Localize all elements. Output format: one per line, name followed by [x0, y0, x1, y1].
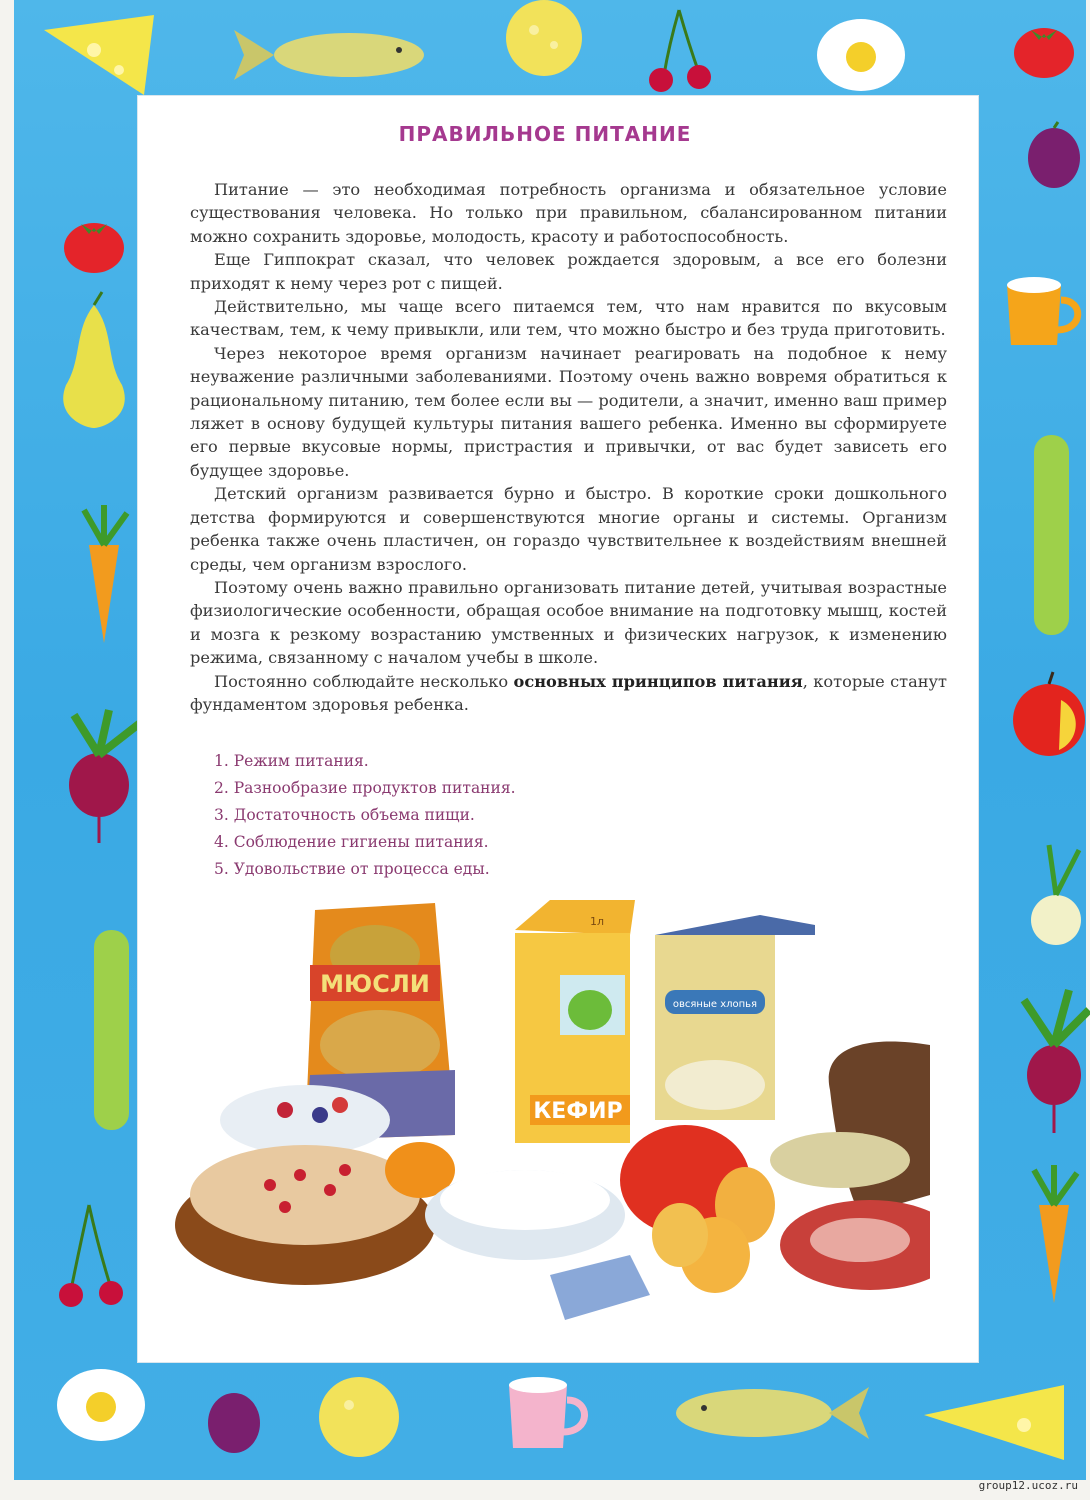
list-item: 1. Режим питания.: [214, 752, 369, 770]
fried-egg-icon: [54, 1365, 149, 1445]
rye-bread-icon: [829, 1041, 930, 1215]
cherry-icon: [49, 1200, 129, 1310]
principles-list: [214, 748, 516, 883]
healthy-food-illustration: [170, 895, 930, 1345]
plum-icon: [204, 1385, 264, 1455]
onion-icon: [1024, 840, 1090, 950]
muesli-label: МЮСЛИ: [320, 970, 430, 998]
tomato-icon: [1009, 20, 1079, 80]
apple-icon: [1009, 670, 1089, 760]
cereal-bowl-icon: [220, 1085, 390, 1155]
carton-volume: 1л: [590, 915, 605, 928]
paragraph-principles-intro: [190, 670, 947, 717]
beet-icon: [1009, 985, 1090, 1135]
cherry-icon: [639, 5, 719, 95]
carrot-icon: [1019, 1165, 1089, 1305]
cheese-round-icon: [314, 1375, 404, 1460]
paragraph: Еще Гиппократ сказал, что человек рождается здоровым, а все его болезни приходят к нему через рот с пищей.: [190, 250, 947, 293]
principles-emphasis: основных принципов питания: [513, 671, 803, 691]
cottage-cheese-bowl-icon: [425, 1170, 625, 1260]
paragraph: Детский организм развивается бурно и быстро. В короткие сроки дошкольного детства формируются и совершенствуются многие органы и системы. Организм ребенка также очень пластичен, он гораздо чувствительнее к воздействиям внешней среды, чем организм взрослого.: [190, 484, 947, 574]
milk-cup-icon: [499, 1370, 599, 1455]
cucumber-icon: [1029, 430, 1074, 640]
grain-bowl-icon: [770, 1132, 910, 1188]
fried-egg-icon: [814, 15, 909, 95]
cheese-icon: [914, 1375, 1074, 1465]
fish-icon: [229, 20, 429, 90]
cheese-icon: [34, 10, 164, 100]
list-item: 2. Разнообразие продуктов питания.: [214, 779, 516, 797]
pear-icon: [54, 290, 134, 430]
cucumber-icon: [89, 925, 134, 1135]
oat-label: овсяные хлопья: [672, 999, 758, 1010]
page-title: ПРАВИЛЬНОЕ ПИТАНИЕ: [398, 122, 692, 146]
milk-cup-icon: [999, 270, 1089, 350]
list-item: 4. Соблюдение гигиены питания.: [214, 833, 489, 851]
article-body: [190, 178, 947, 716]
butter-pack-icon: [550, 1255, 650, 1320]
intro-text: Постоянно соблюдайте несколько: [214, 671, 514, 691]
list-item: 3. Достаточность объема пищи.: [214, 806, 475, 824]
paragraph: Питание — это необходимая потребность организма и обязательное условие существования человека. Но только при правильном, сбалансированном питании можно сохранить здоровье, молодость, красоту и работоспособность.: [190, 180, 947, 246]
intro-text-end: , которые станут фундаментом здоровья ребенка.: [190, 671, 948, 714]
paragraph: Через некоторое время организм начинает реагировать на подобное к нему неуважение различными заболеваниями. Поэтому очень важно вовремя обратиться к рациональному питанию, тем более если вы — родители, а значит, именно ваш пример ляжет в основу будущей культуры питания вашего ребенка. Именно вы сформируете его первые вкусовые нормы, пристрастия и привычки, от вас будет зависеть его будущее здоровье.: [190, 343, 947, 480]
oat-flakes-box-icon: [655, 915, 815, 1120]
carrot-icon: [69, 505, 139, 645]
tomato-icon: [59, 210, 129, 275]
site-credit: group12.ucoz.ru: [978, 1479, 1078, 1492]
paragraph: Поэтому очень важно правильно организовать питание детей, учитывая возрастные физиологические особенности, обращая особое внимание на подготовку мышц, костей и мозга к резкому возрастанию умственных и физических нагрузок, к изменению режима, связанному с началом учебы в школе.: [190, 577, 947, 668]
list-item: 5. Удовольствие от процесса еды.: [214, 860, 490, 878]
cheese-round-icon: [499, 0, 589, 80]
kefir-label: КЕФИР: [533, 1099, 623, 1124]
egg-icon: [652, 1203, 708, 1267]
kefir-carton-icon: [515, 900, 635, 1143]
paragraph: Действительно, мы чаще всего питаемся тем, что нам нравится по вкусовым качествам, тем, к чему привыкли, или тем, что можно быстро и без труда приготовить.: [190, 297, 947, 340]
fish-icon: [664, 1375, 874, 1450]
